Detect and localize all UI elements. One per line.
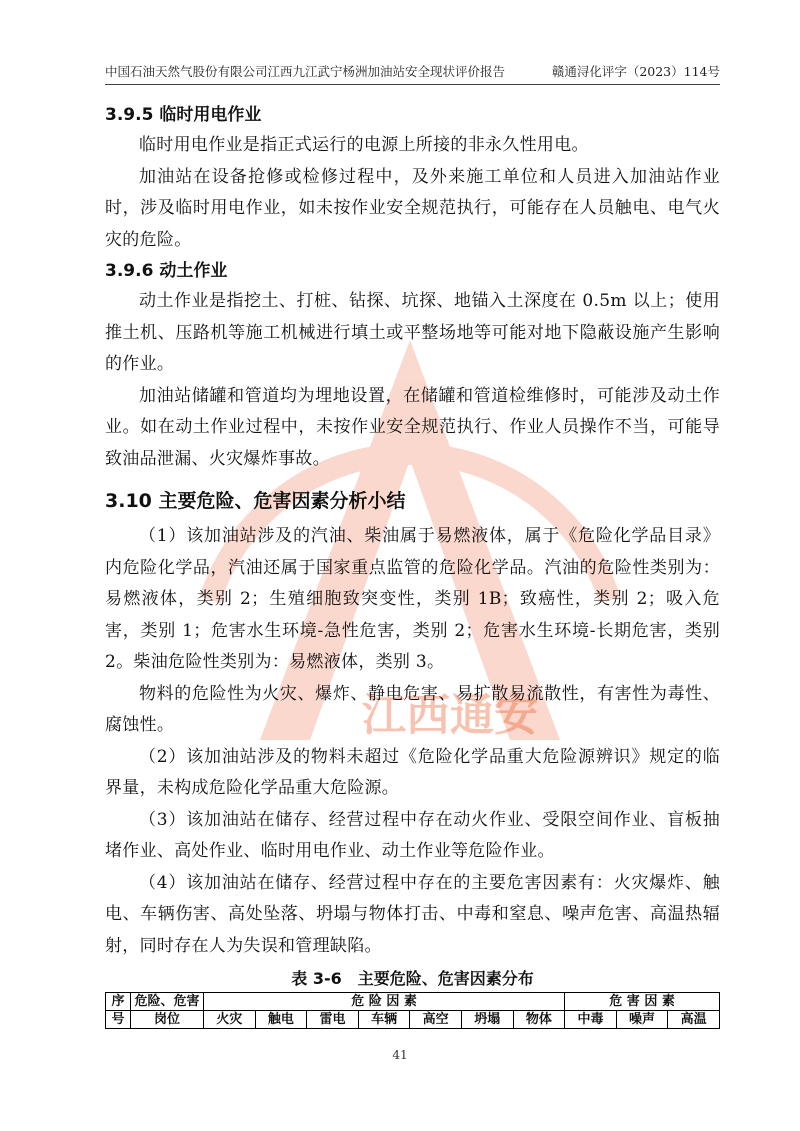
table-header-cell: 危险、危害 (131, 993, 204, 1011)
table-caption: 表 3-6 主要危险、危害因素分布 (291, 969, 534, 988)
table-header-cell: 坍塌 (461, 1011, 513, 1029)
table-header-cell: 火灾 (204, 1011, 256, 1029)
table-header-cell: 车辆 (358, 1011, 410, 1029)
header-left-title: 中国石油天然气股份有限公司江西九江武宁杨洲加油站安全现状评价报告 (105, 64, 506, 79)
section-heading-3-9-5: 3.9.5 临时用电作业 (105, 105, 262, 125)
page-header (105, 64, 720, 85)
table-header-cell: 雷电 (307, 1011, 359, 1029)
table-header-cell: 序 (106, 993, 131, 1011)
table-header-cell: 高温 (668, 1011, 720, 1029)
table-header-row (106, 1011, 720, 1029)
paragraph: （2）该加油站涉及的物料未超过《危险化学品重大危险源辨识》规定的临界量，未构成危险化学品重大危险源。 (105, 746, 720, 798)
paragraph: 加油站在设备抢修或检修过程中，及外来施工单位和人员进入加油站作业时，涉及临时用电作业，如未按作业安全规范执行，可能存在人员触电、电气火灾的危险。 (105, 166, 720, 250)
table-header-cell: 物体 (513, 1011, 565, 1029)
paragraph: （4）该加油站在储存、经营过程中存在的主要危害因素有：火灾爆炸、触电、车辆伤害、高处坠落、坍塌与物体打击、中毒和窒息、噪声危害、高温热辐射，同时存在人为失误和管理缺陷。 (105, 872, 720, 956)
table-header-cell: 岗位 (131, 1011, 204, 1029)
paragraph: 物料的危险性为火灾、爆炸、静电危害、易扩散易流散性，有害性为毒性、腐蚀性。 (105, 683, 720, 735)
watermark-center-text: 江西通安 (362, 690, 538, 741)
table-header-cell: 危 害 因 素 (565, 993, 720, 1011)
table-header-cell: 高空 (410, 1011, 462, 1029)
paragraph: （3）该加油站在储存、经营过程中存在动火作业、受限空间作业、盲板抽堵作业、高处作业、临时用电作业、动土作业等危险作业。 (105, 809, 720, 861)
table-header-cell: 噪声 (616, 1011, 668, 1029)
section-heading-3-9-6: 3.9.6 动土作业 (105, 261, 228, 281)
paragraph: 动土作业是指挖土、打桩、钻探、坑探、地锚入土深度在 0.5m 以上；使用推土机、压路机等施工机械进行填土或平整场地等可能对地下隐蔽设施产生影响的作业。 (105, 291, 720, 374)
page-number: 41 (392, 1048, 408, 1062)
paragraph: （1）该加油站涉及的汽油、柴油属于易燃液体，属于《危险化学品目录》内危险化学品，汽油还属于国家重点监管的危险化学品。汽油的危险性类别为：易燃液体，类别 2；生殖细胞致突变性，类别 1B；致癌性，类别 2；吸入危害，类别 1；危害水生环境-急性危害，类别 2；危害水生环境-长期危害，类别 2。柴油危险性类别为：易燃液体，类别 3。 (105, 526, 720, 672)
paragraph: 临时用电作业是指正式运行的电源上所接的非永久性用电。 (139, 135, 589, 155)
hazard-distribution-table (105, 992, 720, 1029)
header-report-number: 赣通浔化评字（2023）114号 (551, 64, 720, 79)
section-heading-3-10: 3.10 主要危险、危害因素分析小结 (105, 490, 406, 512)
document-body (105, 100, 720, 1029)
table-header-cell: 触电 (255, 1011, 307, 1029)
table-header-row (106, 993, 720, 1011)
table-header-cell: 中毒 (565, 1011, 617, 1029)
table-header-cell: 号 (106, 1011, 131, 1029)
table-header-cell: 危 险 因 素 (204, 993, 565, 1011)
paragraph: 加油站储罐和管道均为埋地设置，在储罐和管道检维修时，可能涉及动土作业。如在动土作业过程中，未按作业安全规范执行、作业人员操作不当，可能导致油品泄漏、火灾爆炸事故。 (105, 385, 720, 469)
